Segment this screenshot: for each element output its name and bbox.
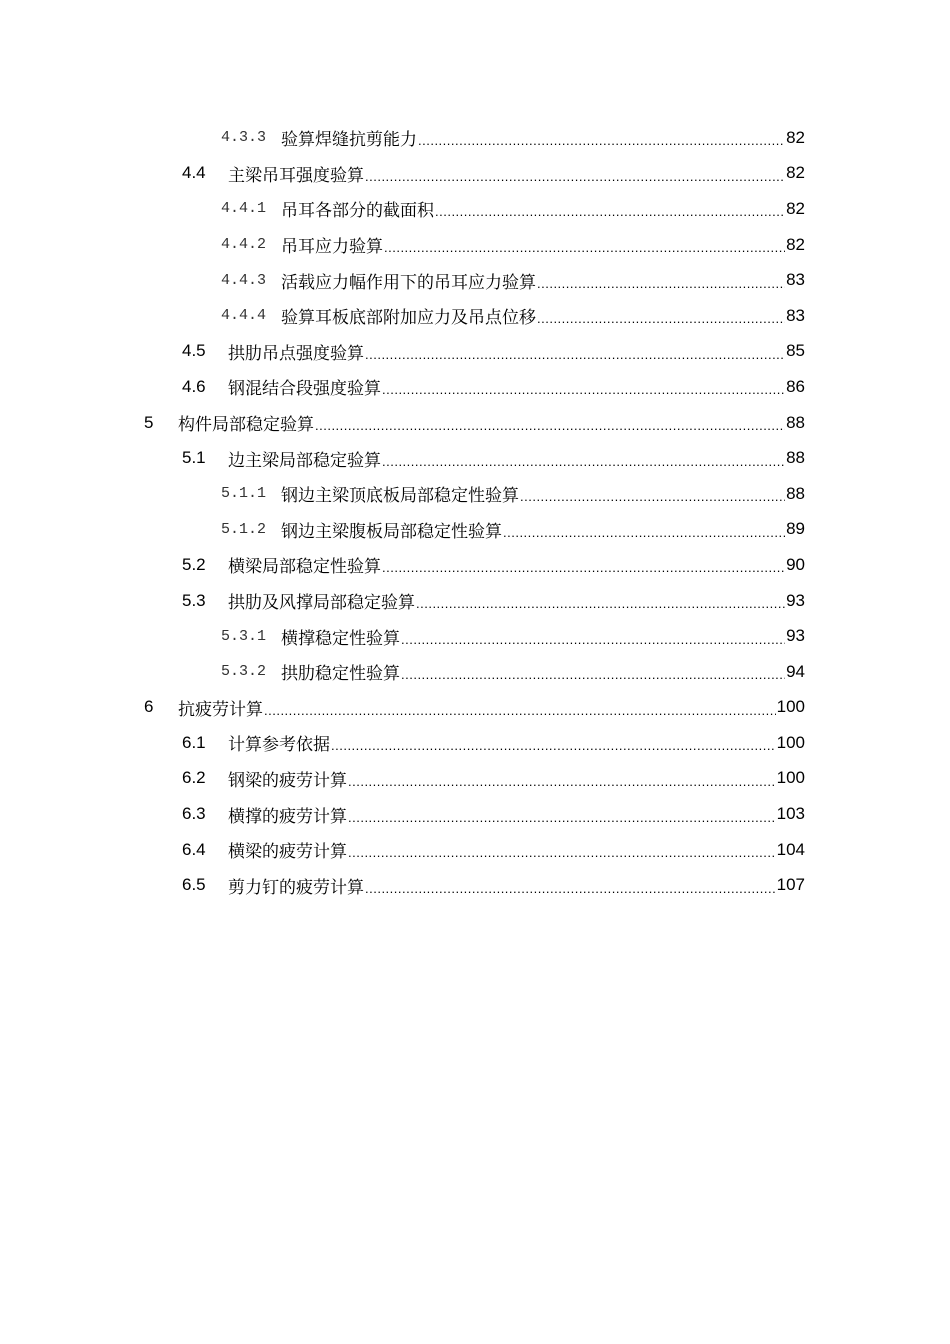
dot-leader — [401, 663, 785, 680]
toc-entry-number: 5.2 — [182, 554, 206, 574]
toc-entry-5-3-1[interactable] — [0, 618, 950, 654]
toc-entry-number: 4.4.3 — [221, 271, 267, 289]
dot-leader — [348, 806, 776, 823]
toc-entry-page: 93 — [786, 626, 805, 646]
toc-entry-title: 计算参考依据 — [228, 735, 330, 756]
dot-leader — [382, 378, 785, 395]
toc-entry-number: 4.4 — [182, 163, 206, 183]
toc-entry-number: 4.5 — [182, 341, 206, 361]
dot-leader — [503, 521, 785, 538]
dot-leader — [418, 129, 785, 146]
toc-entry-number: 4.3.3 — [221, 129, 267, 147]
dot-leader — [315, 414, 785, 431]
toc-entry-number: 5.1.1 — [221, 485, 267, 503]
toc-entry-5-1-1[interactable] — [0, 476, 950, 512]
dot-leader — [537, 272, 785, 289]
dot-leader — [365, 877, 776, 894]
toc-entry-page: 107 — [776, 875, 805, 895]
toc-entry-number: 4.4.4 — [221, 307, 267, 325]
toc-entry-title: 拱肋稳定性验算 — [281, 664, 400, 685]
toc-entry-title: 横梁局部稳定性验算 — [228, 557, 381, 578]
toc-entry-6-2[interactable] — [0, 761, 950, 797]
toc-entry-number: 5 — [144, 412, 154, 432]
toc-entry-4-6[interactable] — [0, 369, 950, 405]
toc-entry-5-3[interactable] — [0, 583, 950, 619]
toc-entry-6-1[interactable] — [0, 725, 950, 761]
toc-entry-title: 剪力钉的疲劳计算 — [228, 877, 364, 898]
toc-entry-page: 100 — [776, 768, 805, 788]
toc-entry-page: 85 — [786, 341, 805, 361]
toc-entry-number: 6.1 — [182, 732, 206, 752]
toc-entry-number: 6.4 — [182, 839, 206, 859]
toc-entry-page: 82 — [786, 163, 805, 183]
dot-leader — [520, 485, 785, 502]
toc-entry-page: 100 — [776, 732, 805, 752]
toc-entry-6-3[interactable] — [0, 796, 950, 832]
toc-entry-page: 83 — [786, 270, 805, 290]
toc-entry-title: 横撑的疲劳计算 — [228, 806, 347, 827]
toc-entry-page: 82 — [786, 198, 805, 218]
toc-entry-page: 82 — [786, 234, 805, 254]
dot-leader — [537, 307, 785, 324]
toc-entry-title: 钢梁的疲劳计算 — [228, 770, 347, 791]
toc-entry-5-1-2[interactable] — [0, 512, 950, 548]
toc-entry-number: 5.3.1 — [221, 627, 267, 645]
toc-entry-title: 横梁的疲劳计算 — [228, 842, 347, 863]
toc-entry-page: 90 — [786, 554, 805, 574]
dot-leader — [331, 734, 776, 751]
toc-entry-number: 6.2 — [182, 768, 206, 788]
toc-entry-title: 吊耳各部分的截面积 — [281, 201, 434, 222]
toc-entry-number: 6.3 — [182, 804, 206, 824]
toc-entry-title: 拱肋吊点强度验算 — [228, 343, 364, 364]
toc-entry-4-4[interactable] — [0, 156, 950, 192]
toc-entry-page: 94 — [786, 661, 805, 681]
dot-leader — [348, 770, 776, 787]
toc-entry-4-3-3[interactable] — [0, 120, 950, 156]
toc-entry-title: 吊耳应力验算 — [281, 237, 383, 258]
toc-entry-page: 82 — [786, 127, 805, 147]
toc-entry-number: 5.1.2 — [221, 520, 267, 538]
toc-entry-4-4-3[interactable] — [0, 262, 950, 298]
toc-entry-6[interactable] — [0, 690, 950, 726]
toc-entry-5-1[interactable] — [0, 440, 950, 476]
toc-entry-page: 88 — [786, 483, 805, 503]
toc-entry-4-4-2[interactable] — [0, 227, 950, 263]
toc-entry-title: 横撑稳定性验算 — [281, 628, 400, 649]
toc-entry-number: 5.3.2 — [221, 663, 267, 681]
toc-entry-number: 4.4.2 — [221, 236, 267, 254]
toc-entry-page: 89 — [786, 519, 805, 539]
dot-leader — [382, 450, 785, 467]
toc-entry-title: 边主梁局部稳定验算 — [228, 450, 381, 471]
toc-entry-number: 4.6 — [182, 376, 206, 396]
toc-entry-number: 5.1 — [182, 448, 206, 468]
toc-entry-number: 5.3 — [182, 590, 206, 610]
toc-entry-title: 验算焊缝抗剪能力 — [281, 130, 417, 151]
dot-leader — [348, 841, 776, 858]
toc-entry-number: 6 — [144, 697, 154, 717]
toc-entry-number: 4.4.1 — [221, 200, 267, 218]
toc-entry-page: 88 — [786, 448, 805, 468]
toc-entry-5-3-2[interactable] — [0, 654, 950, 690]
toc-entry-page: 104 — [776, 839, 805, 859]
toc-entry-title: 拱肋及风撑局部稳定验算 — [228, 593, 415, 614]
dot-leader — [365, 343, 785, 360]
dot-leader — [435, 200, 785, 217]
toc-entry-page: 100 — [776, 697, 805, 717]
toc-entry-4-5[interactable] — [0, 334, 950, 370]
dot-leader — [382, 556, 785, 573]
dot-leader — [264, 699, 776, 716]
toc-entry-6-5[interactable] — [0, 867, 950, 903]
toc-entry-title: 构件局部稳定验算 — [178, 415, 314, 436]
toc-entry-title: 钢边主梁顶底板局部稳定性验算 — [281, 486, 519, 507]
toc-entry-page: 103 — [776, 804, 805, 824]
dot-leader — [384, 236, 785, 253]
toc-entry-title: 主梁吊耳强度验算 — [228, 165, 364, 186]
toc-entry-title: 钢边主梁腹板局部稳定性验算 — [281, 521, 502, 542]
toc-entry-number: 6.5 — [182, 875, 206, 895]
toc-entry-5[interactable] — [0, 405, 950, 441]
toc-entry-title: 活载应力幅作用下的吊耳应力验算 — [281, 272, 536, 293]
toc-entry-page: 88 — [786, 412, 805, 432]
toc-entry-title: 钢混结合段强度验算 — [228, 379, 381, 400]
toc-entry-title: 验算耳板底部附加应力及吊点位移 — [281, 308, 536, 329]
toc-entry-5-2[interactable] — [0, 547, 950, 583]
toc-entry-page: 83 — [786, 305, 805, 325]
dot-leader — [365, 165, 785, 182]
toc-entry-6-4[interactable] — [0, 832, 950, 868]
toc-entry-4-4-1[interactable] — [0, 191, 950, 227]
dot-leader — [401, 628, 785, 645]
toc-entry-4-4-4[interactable] — [0, 298, 950, 334]
toc-entry-page: 93 — [786, 590, 805, 610]
dot-leader — [416, 592, 785, 609]
table-of-contents — [0, 120, 950, 903]
toc-entry-title: 抗疲劳计算 — [178, 699, 263, 720]
toc-entry-page: 86 — [786, 376, 805, 396]
